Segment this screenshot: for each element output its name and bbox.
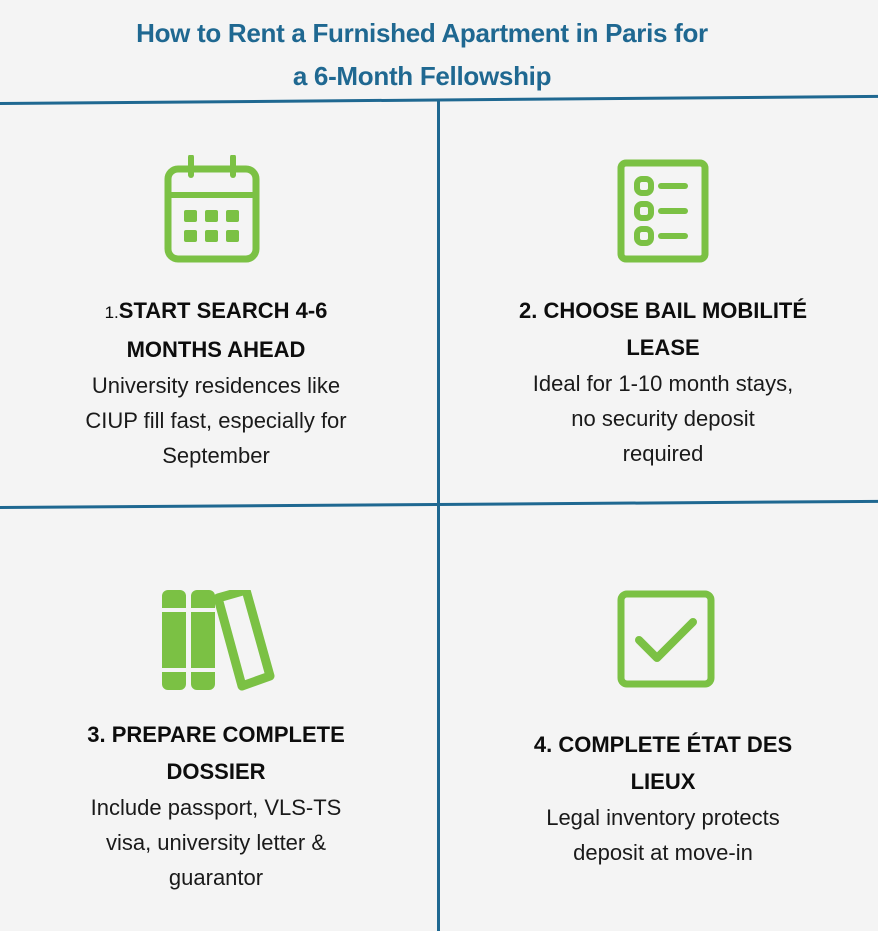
step-2-description: Ideal for 1-10 month stays, no security deposit required bbox=[532, 371, 794, 466]
books-icon bbox=[160, 590, 275, 692]
step-3 bbox=[20, 716, 412, 895]
page-title bbox=[0, 12, 844, 98]
step-4-number: 4. bbox=[533, 732, 553, 757]
step-3-heading: 3. PREPARE COMPLETE DOSSIER bbox=[87, 722, 345, 784]
step-4 bbox=[458, 726, 868, 870]
step-4-description: Legal inventory protects deposit at move-in bbox=[546, 805, 780, 865]
checklist-icon bbox=[617, 159, 709, 263]
step-4-heading: 4. COMPLETE ÉTAT DES LIEUX bbox=[533, 732, 793, 794]
checkbox-icon bbox=[617, 590, 715, 688]
calendar-icon bbox=[164, 155, 260, 265]
step-1-heading: 1.START SEARCH 4-6 MONTHS AHEAD bbox=[104, 298, 328, 362]
step-1-description: University residences like CIUP fill fast, especially for September bbox=[85, 373, 347, 468]
step-1 bbox=[20, 292, 412, 473]
step-1-number: 1. bbox=[104, 303, 119, 322]
step-3-description: Include passport, VLS-TS visa, university letter & guarantor bbox=[90, 795, 342, 890]
step-3-number: 3. bbox=[87, 722, 106, 747]
step-2-number: 2. bbox=[518, 298, 538, 323]
vertical-divider bbox=[437, 100, 440, 931]
step-2-heading: 2. CHOOSE BAIL MOBILITÉ LEASE bbox=[518, 298, 808, 360]
title-line-2: a 6-Month Fellowship bbox=[292, 61, 552, 91]
step-2 bbox=[458, 292, 868, 471]
title-line-1: How to Rent a Furnished Apartment in Paris for bbox=[136, 18, 708, 48]
